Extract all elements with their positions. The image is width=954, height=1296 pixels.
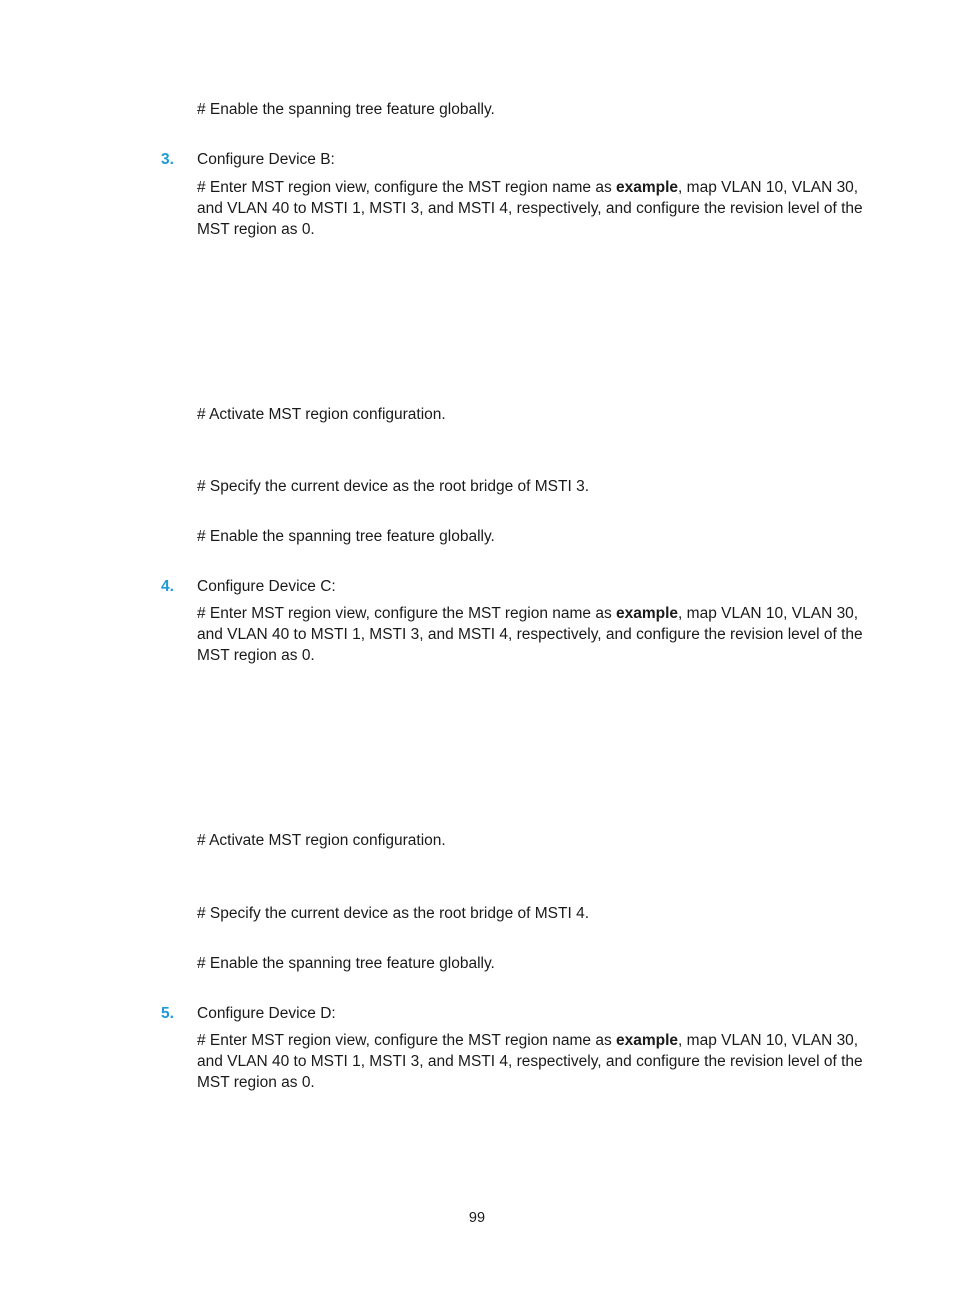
- region-name-keyword: example: [616, 605, 679, 622]
- instruction-enable-stp-b: # Enable the spanning tree feature globally.: [197, 528, 495, 545]
- instruction-text: # Enter MST region view, configure the MST region name as: [197, 1032, 616, 1049]
- instruction-activate-mst-b: # Activate MST region configuration.: [197, 406, 446, 423]
- instruction-mst-region-d: [197, 1030, 867, 1093]
- step-title-device-c: Configure Device C:: [197, 578, 336, 595]
- step-number-4: 4.: [161, 578, 174, 595]
- instruction-text: , map VLAN 10, VLAN 30, and VLAN 40 to MSTI 1, MSTI 3, and MSTI 4, respectively, and configure the revision level of the MST region as 0.: [197, 1032, 863, 1091]
- instruction-text: # Enter MST region view, configure the MST region name as: [197, 179, 616, 196]
- instruction-text: # Enter MST region view, configure the MST region name as: [197, 605, 616, 622]
- step-number-3: 3.: [161, 151, 174, 168]
- instruction-mst-region-b: [197, 177, 867, 240]
- instruction-text: , map VLAN 10, VLAN 30, and VLAN 40 to MSTI 1, MSTI 3, and MSTI 4, respectively, and configure the revision level of the MST region as 0.: [197, 179, 863, 238]
- step-title-device-b: Configure Device B:: [197, 151, 335, 168]
- step-title-device-d: Configure Device D:: [197, 1005, 336, 1022]
- step-number-5: 5.: [161, 1005, 174, 1022]
- instruction-root-bridge-c: # Specify the current device as the root bridge of MSTI 4.: [197, 905, 590, 922]
- instruction-text: , map VLAN 10, VLAN 30, and VLAN 40 to MSTI 1, MSTI 3, and MSTI 4, respectively, and configure the revision level of the MST region as 0.: [197, 605, 863, 664]
- instruction-activate-mst-c: # Activate MST region configuration.: [197, 832, 446, 849]
- instruction-root-bridge-b: # Specify the current device as the root bridge of MSTI 3.: [197, 478, 590, 495]
- page-number: 99: [468, 1210, 486, 1226]
- instruction-mst-region-c: [197, 603, 867, 666]
- instruction-enable-stp-c: # Enable the spanning tree feature globally.: [197, 955, 495, 972]
- instruction-enable-stp: # Enable the spanning tree feature globally.: [197, 101, 495, 118]
- region-name-keyword: example: [616, 179, 679, 196]
- region-name-keyword: example: [616, 1032, 679, 1049]
